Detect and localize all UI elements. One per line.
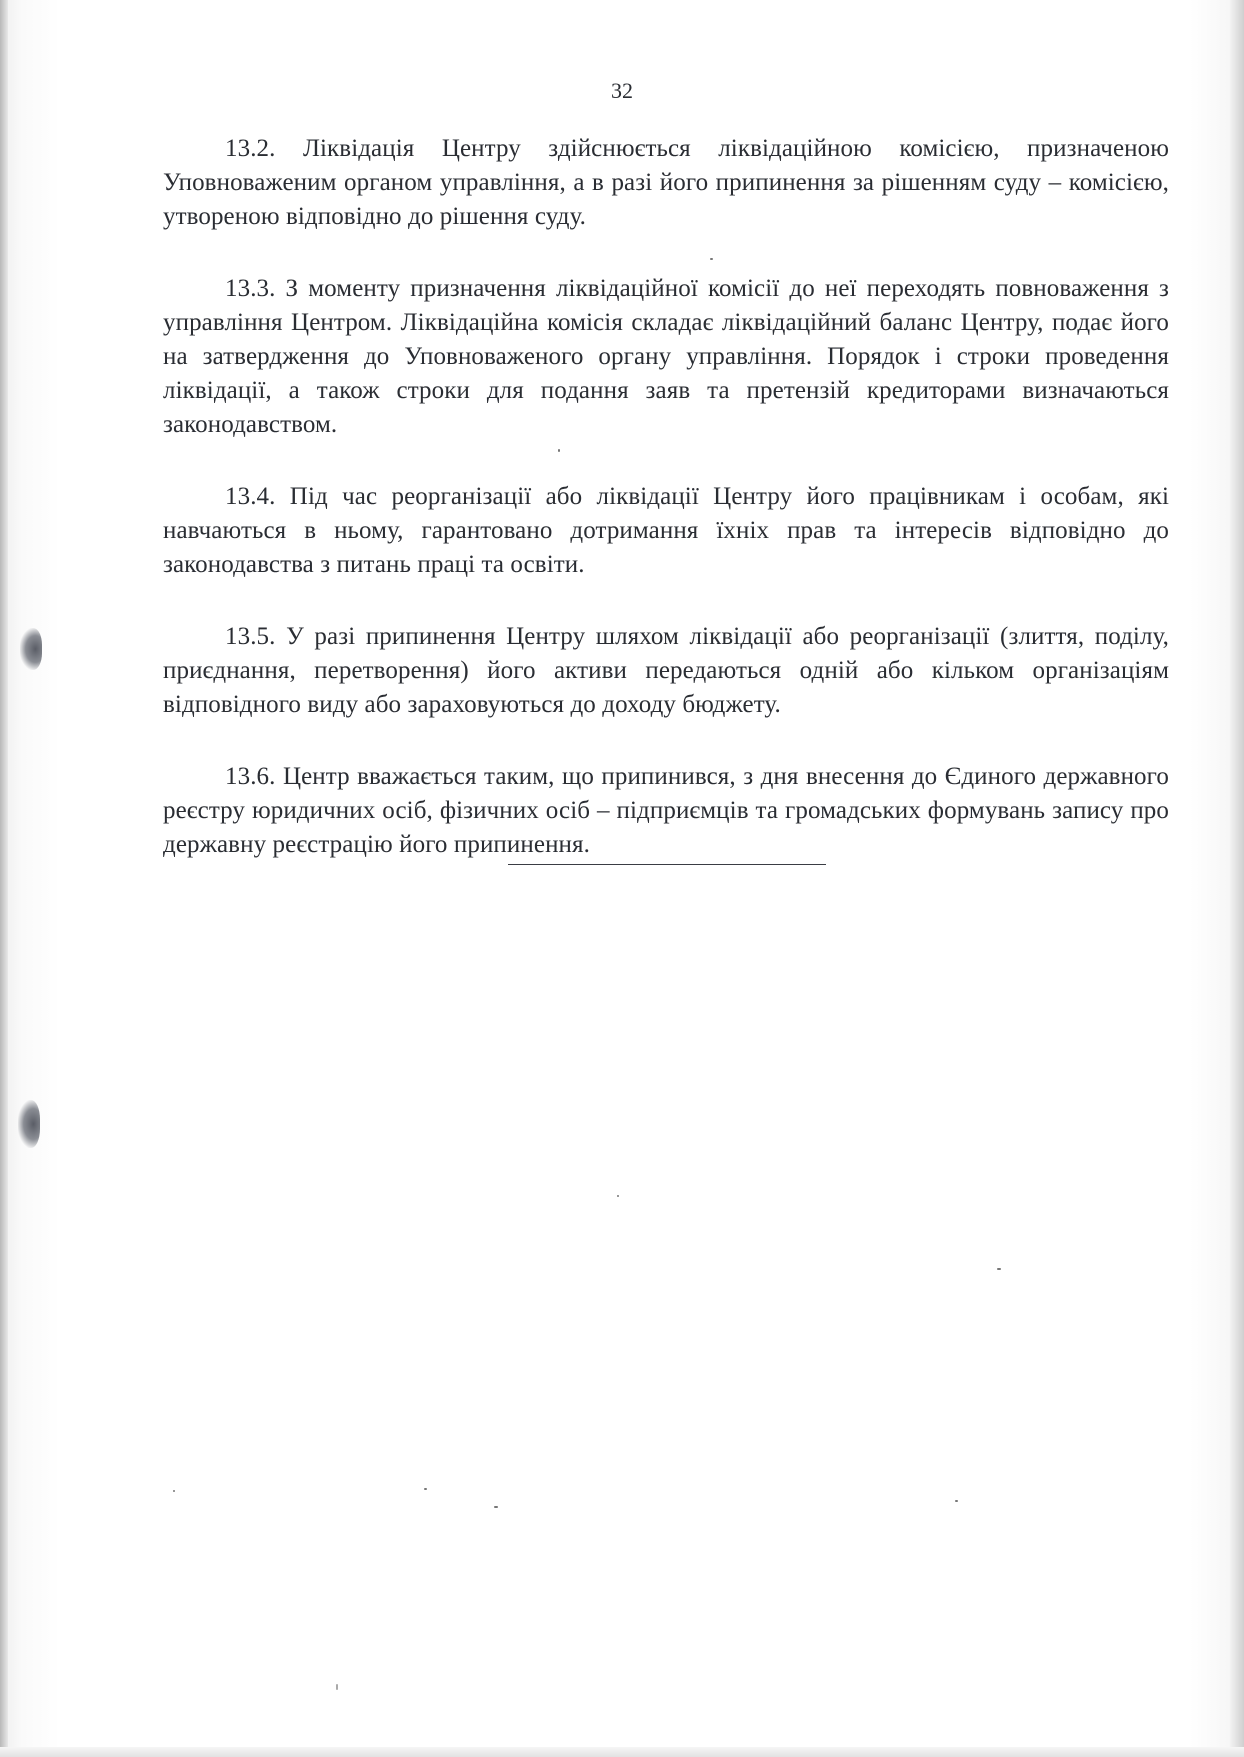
binding-hole-mark: [18, 1100, 40, 1148]
paragraph-13-3: 13.3. З моменту призначення ліквідаційної комісії до неї переходять повноваження з управління Центром. Ліквідаційна комісія складає ліквідаційний баланс Центру, подає його на затвердження до Уповноваженого органу управління. Порядок і строки проведення ліквідації, а також строки для подання заяв та претензій кредиторами визначаються законодавством.: [163, 275, 1169, 438]
end-of-text-rule: [508, 864, 826, 865]
paragraph-13-2: 13.2. Ліквідація Центру здійснюється ліквідаційною комісією, призначеною Уповноваженим органом управління, а в разі його припинення за рішенням суду – комісією, утвореною відповідно до рішення суду.: [163, 135, 1169, 230]
scan-speck: [617, 1195, 619, 1197]
page-bottom-edge: [0, 1747, 1244, 1757]
scan-speck: [424, 1488, 427, 1490]
paragraph-13-6: 13.6. Центр вважається таким, що припинився, з дня внесення до Єдиного державного реєстру юридичних осіб, фізичних осіб – підприємців та громадських формувань запису про державну реєстрацію його припинення.: [163, 763, 1169, 858]
page-right-edge: [1230, 0, 1244, 1757]
page-number: 32: [611, 78, 633, 103]
scan-speck: [173, 1490, 175, 1492]
scan-speck: [494, 1506, 498, 1508]
paragraph-13-5: 13.5. У разі припинення Центру шляхом ліквідації або реорганізації (злиття, поділу, приєднання, перетворення) його активи передаються одній або кільком організаціям відповідного виду або зараховуються до доходу бюджету.: [163, 623, 1169, 718]
scan-speck: [336, 1684, 338, 1690]
page-left-edge: [0, 0, 8, 1757]
scan-speck: [997, 1268, 1001, 1270]
document-body: [163, 132, 1169, 900]
scan-speck: [955, 1500, 958, 1502]
paragraph-13-4: 13.4. Під час реорганізації або ліквідації Центру його працівникам і особам, які навчаються в ньому, гарантовано дотримання їхніх прав та інтересів відповідно до законодавства з питань праці та освіти.: [163, 483, 1169, 578]
binding-hole-mark: [20, 628, 42, 670]
